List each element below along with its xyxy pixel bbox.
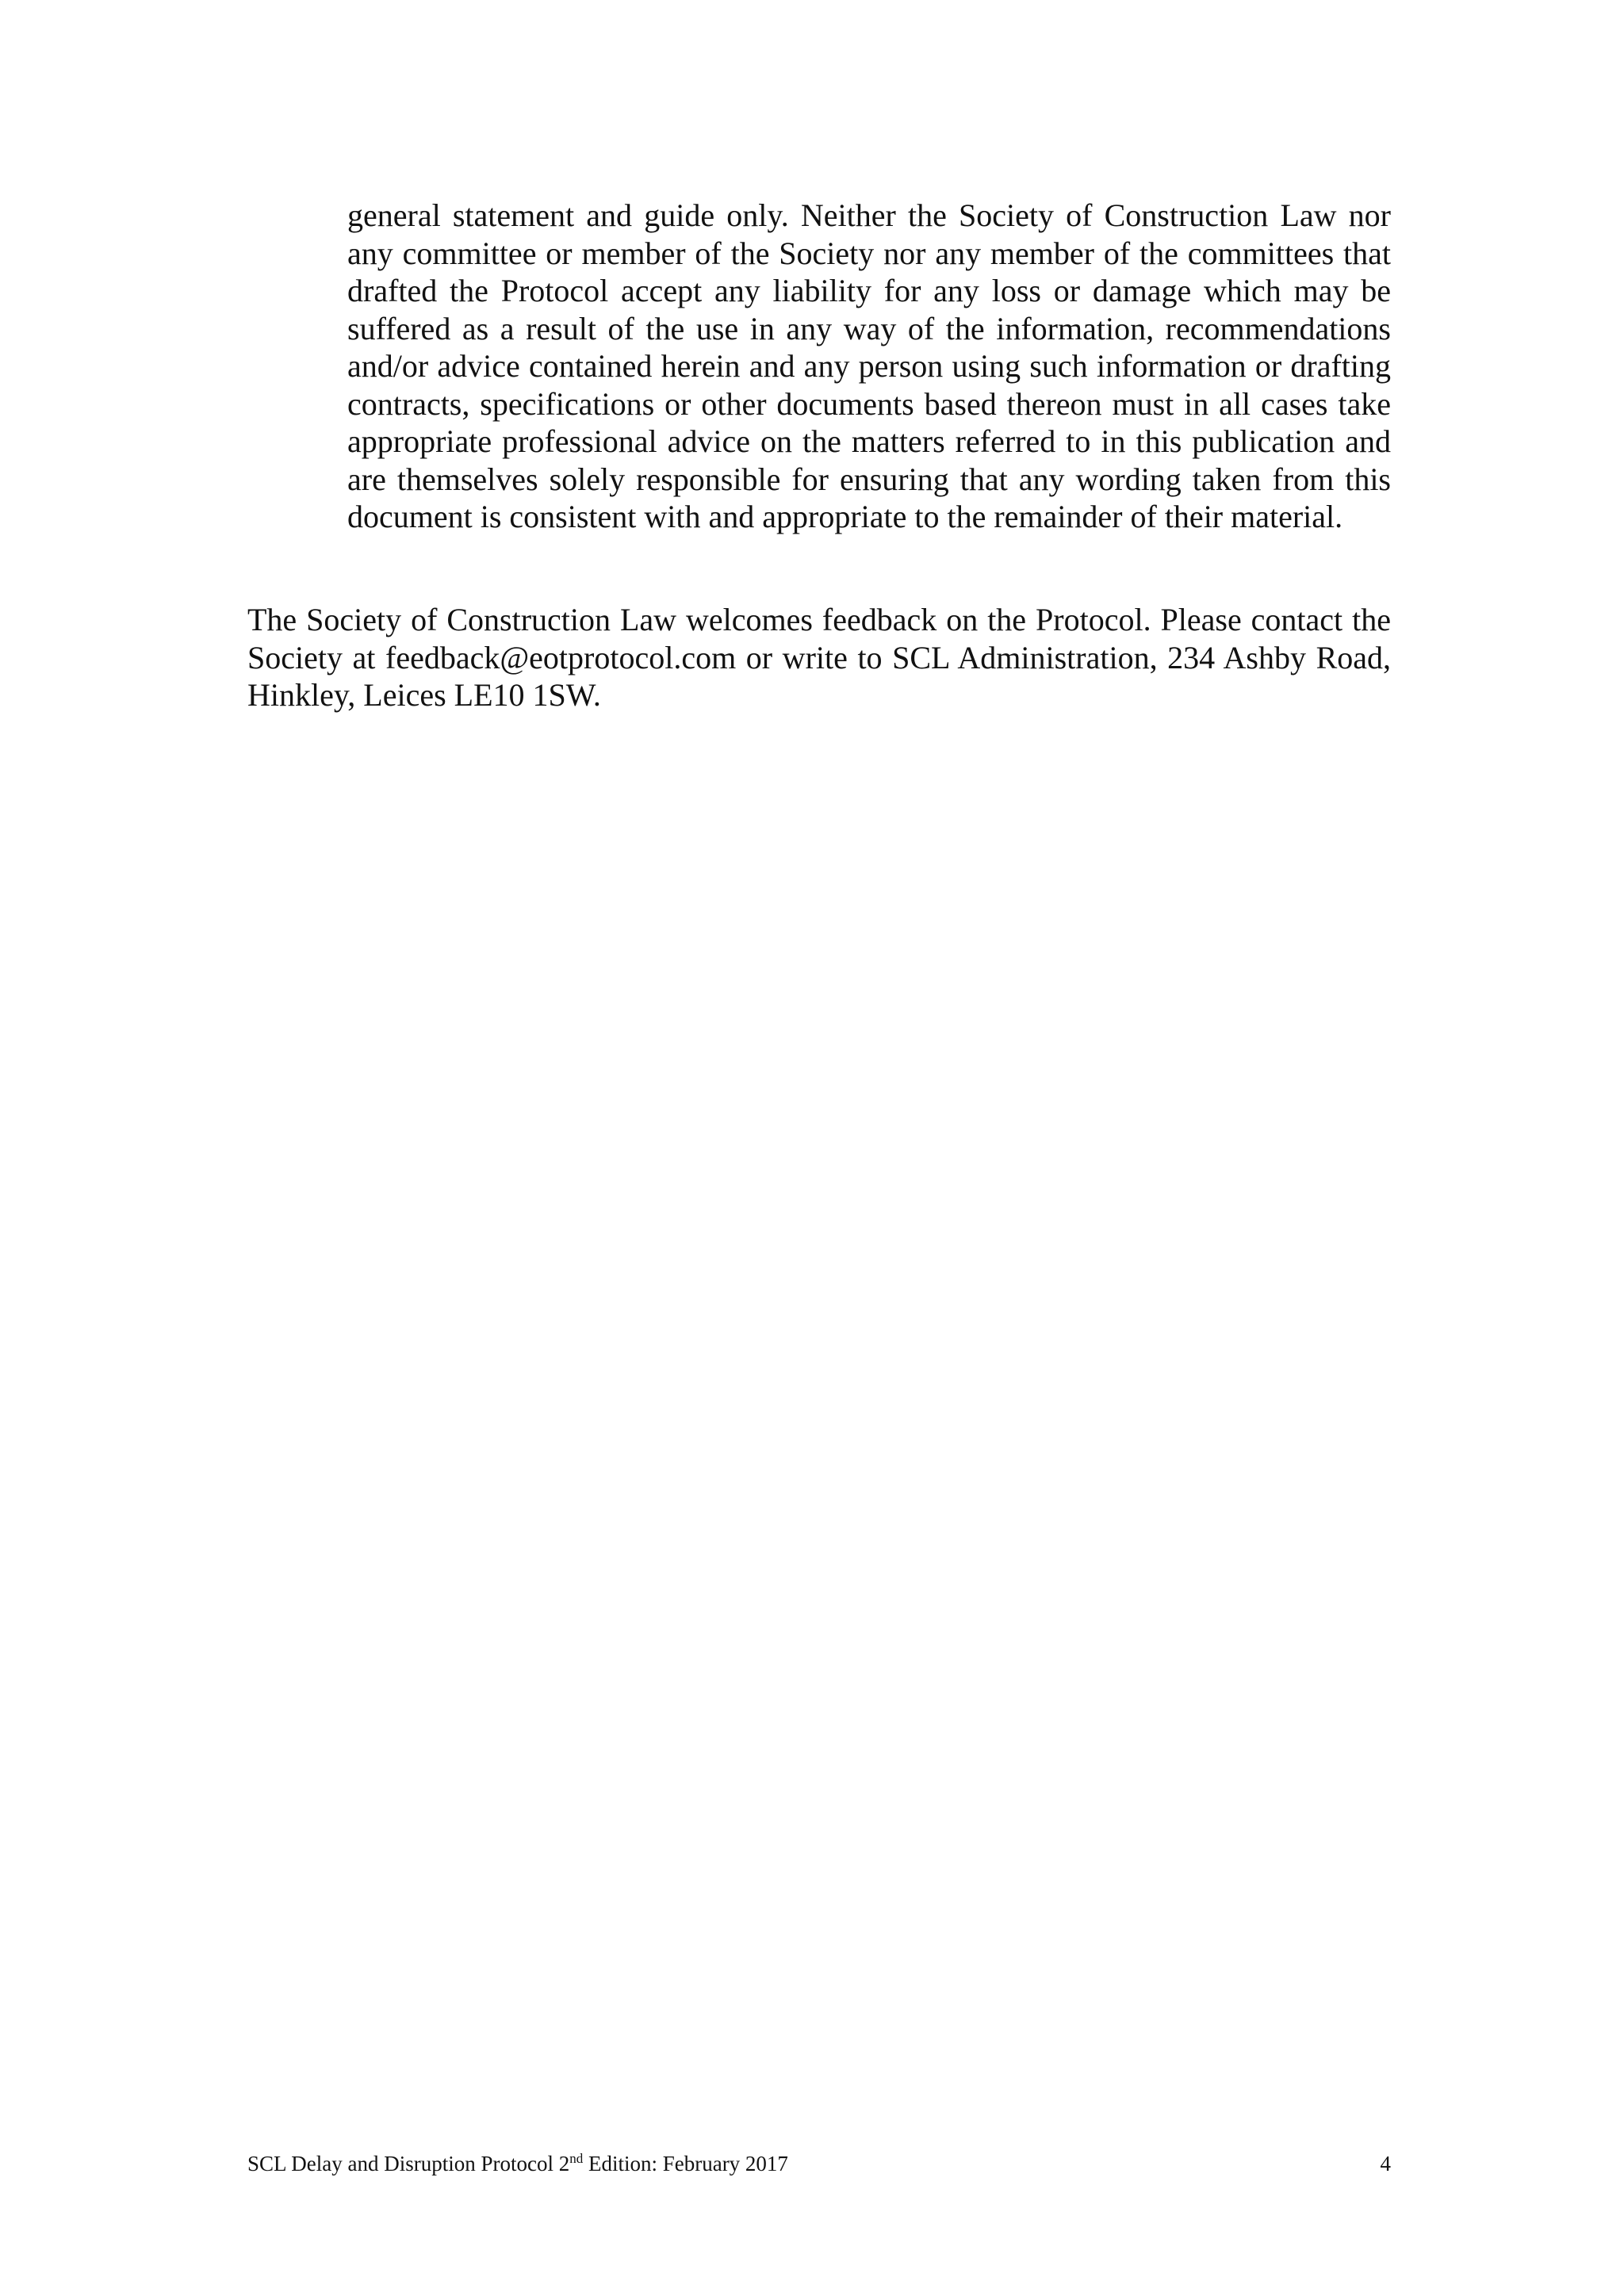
feedback-paragraph: The Society of Construction Law welcomes feedback on the Protocol. Please contact the Society at feedback@eotprotocol.com or write to SCL Administration, 234 Ashby Road, Hinkley, Leices LE10 1SW.	[247, 602, 1391, 713]
footer-title-prefix: SCL Delay and Disruption Protocol 2	[247, 2152, 570, 2175]
footer-title	[247, 2150, 788, 2177]
footer-title-superscript: nd	[569, 2151, 584, 2166]
disclaimer-paragraph: general statement and guide only. Neither the Society of Construction Law nor any committee or member of the Society nor any member of the committees that drafted the Protocol accept any liability for any loss or damage which may be suffered as a result of the use in any way of the information, recommendations and/or advice contained herein and any person using such information or drafting contracts, specifications or other documents based thereon must in all cases take appropriate professional advice on the matters referred to in this publication and are themselves solely responsible for ensuring that any wording taken from this document is consistent with and appropriate to the remainder of their material.	[347, 197, 1391, 534]
page-footer	[247, 2150, 1391, 2177]
footer-title-suffix: Edition: February 2017	[583, 2152, 788, 2175]
page-number: 4	[1380, 2152, 1391, 2175]
